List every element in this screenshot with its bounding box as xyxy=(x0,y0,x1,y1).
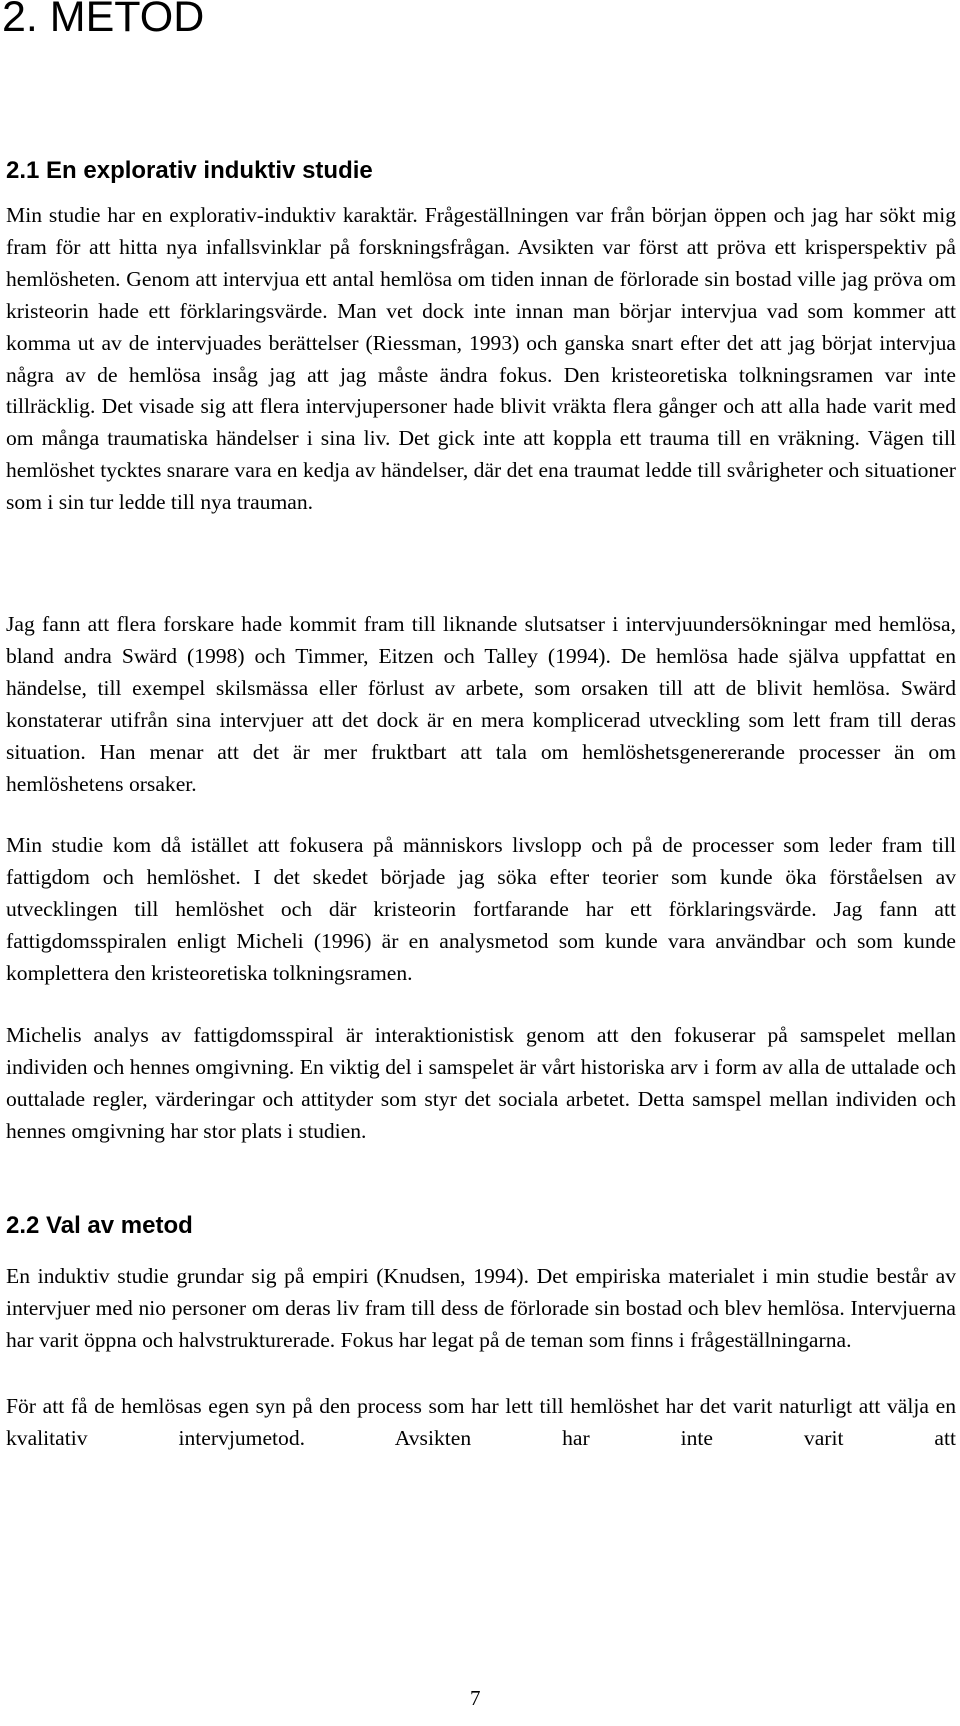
section-heading-2-2: 2.2 Val av metod xyxy=(6,1212,193,1239)
paragraph-2-1-4: Michelis analys av fattigdomsspiral är interaktionistisk genom att den fokuserar på samspelet mellan individen och hennes omgivning. En viktig del i samspelet är vårt historiska arv i form av alla de uttalade och outtalade regler, värderingar och attityder som styr det sociala arbetet. Detta samspel mellan individen och hennes omgivning har stor plats i studien. xyxy=(6,1023,956,1143)
paragraph-2-2-2: För att få de hemlösas egen syn på den process som har lett till hemlöshet har det varit naturligt att välja en kvalitativ intervjumetod. Avsikten har inte varit att xyxy=(6,1394,956,1450)
chapter-title: 2. METOD xyxy=(2,0,205,41)
paragraph-2-1-1: Min studie har en explorativ-induktiv karaktär. Frågeställningen var från början öppen och jag har sökt mig fram för att hitta nya infallsvinklar på forskningsfrågan. Avsikten var först att pröva ett krisperspektiv på hemlösheten. Genom att intervjua ett antal hemlösa om tiden innan de förlorade sin bostad ville jag pröva om kristeorin hade ett förklaringsvärde. Man vet dock inte innan man börjar intervjua vad som kommer att komma ut av de intervjuades berättelser (Riessman, 1993) och ganska snart efter det att jag börjat intervjua några av de hemlösa insåg jag att jag måste ändra fokus. Den kristeoretiska tolkningsramen var inte tillräcklig. Det visade sig att flera intervjupersoner hade blivit vräkta flera gånger och att alla hade varit med om många traumatiska händelser i sina liv. Det gick inte att koppla ett trauma till en vräkning. Vägen till hemlöshet tycktes snarare vara en kedja av händelser, där det ena traumat ledde till svårigheter och situationer som i sin tur ledde till nya trauman. xyxy=(6,203,956,515)
paragraph-2-1-2: Jag fann att flera forskare hade kommit fram till liknande slutsatser i intervjuundersökningar med hemlösa, bland andra Swärd (1998) och Timmer, Eitzen och Talley (1994). De hemlösa hade själva uppfattat en händelse, till exempel skilsmässa eller förlust av arbete, som orsaken till att de blivit hemlösa. Swärd konstaterar utifrån sina intervjuer att det dock är en mera komplicerad utveckling som lett fram till deras situation. Han menar att det är mer fruktbart att tala om hemlöshetsgenererande processer än om hemlöshetens orsaker. xyxy=(6,612,956,796)
page-number: 7 xyxy=(470,1686,481,1710)
section-heading-2-1: 2.1 En explorativ induktiv studie xyxy=(6,157,373,184)
paragraph-2-2-1: En induktiv studie grundar sig på empiri (Knudsen, 1994). Det empiriska materialet i min studie består av intervjuer med nio personer om deras liv fram till dess de förlorade sin bostad och blev hemlösa. Intervjuerna har varit öppna och halvstrukturerade. Fokus har legat på de teman som finns i frågeställningarna. xyxy=(6,1264,956,1352)
paragraph-2-1-3: Min studie kom då istället att fokusera på människors livslopp och på de processer som leder fram till fattigdom och hemlöshet. I det skedet började jag söka efter teorier som kunde öka förståelsen av utvecklingen till hemlöshet och där kristeorin fortfarande har ett förklaringsvärde. Jag fann att fattigdomsspiralen enligt Micheli (1996) är en analysmetod som kunde vara användbar och som kunde komplettera den kristeoretiska tolkningsramen. xyxy=(6,833,956,985)
